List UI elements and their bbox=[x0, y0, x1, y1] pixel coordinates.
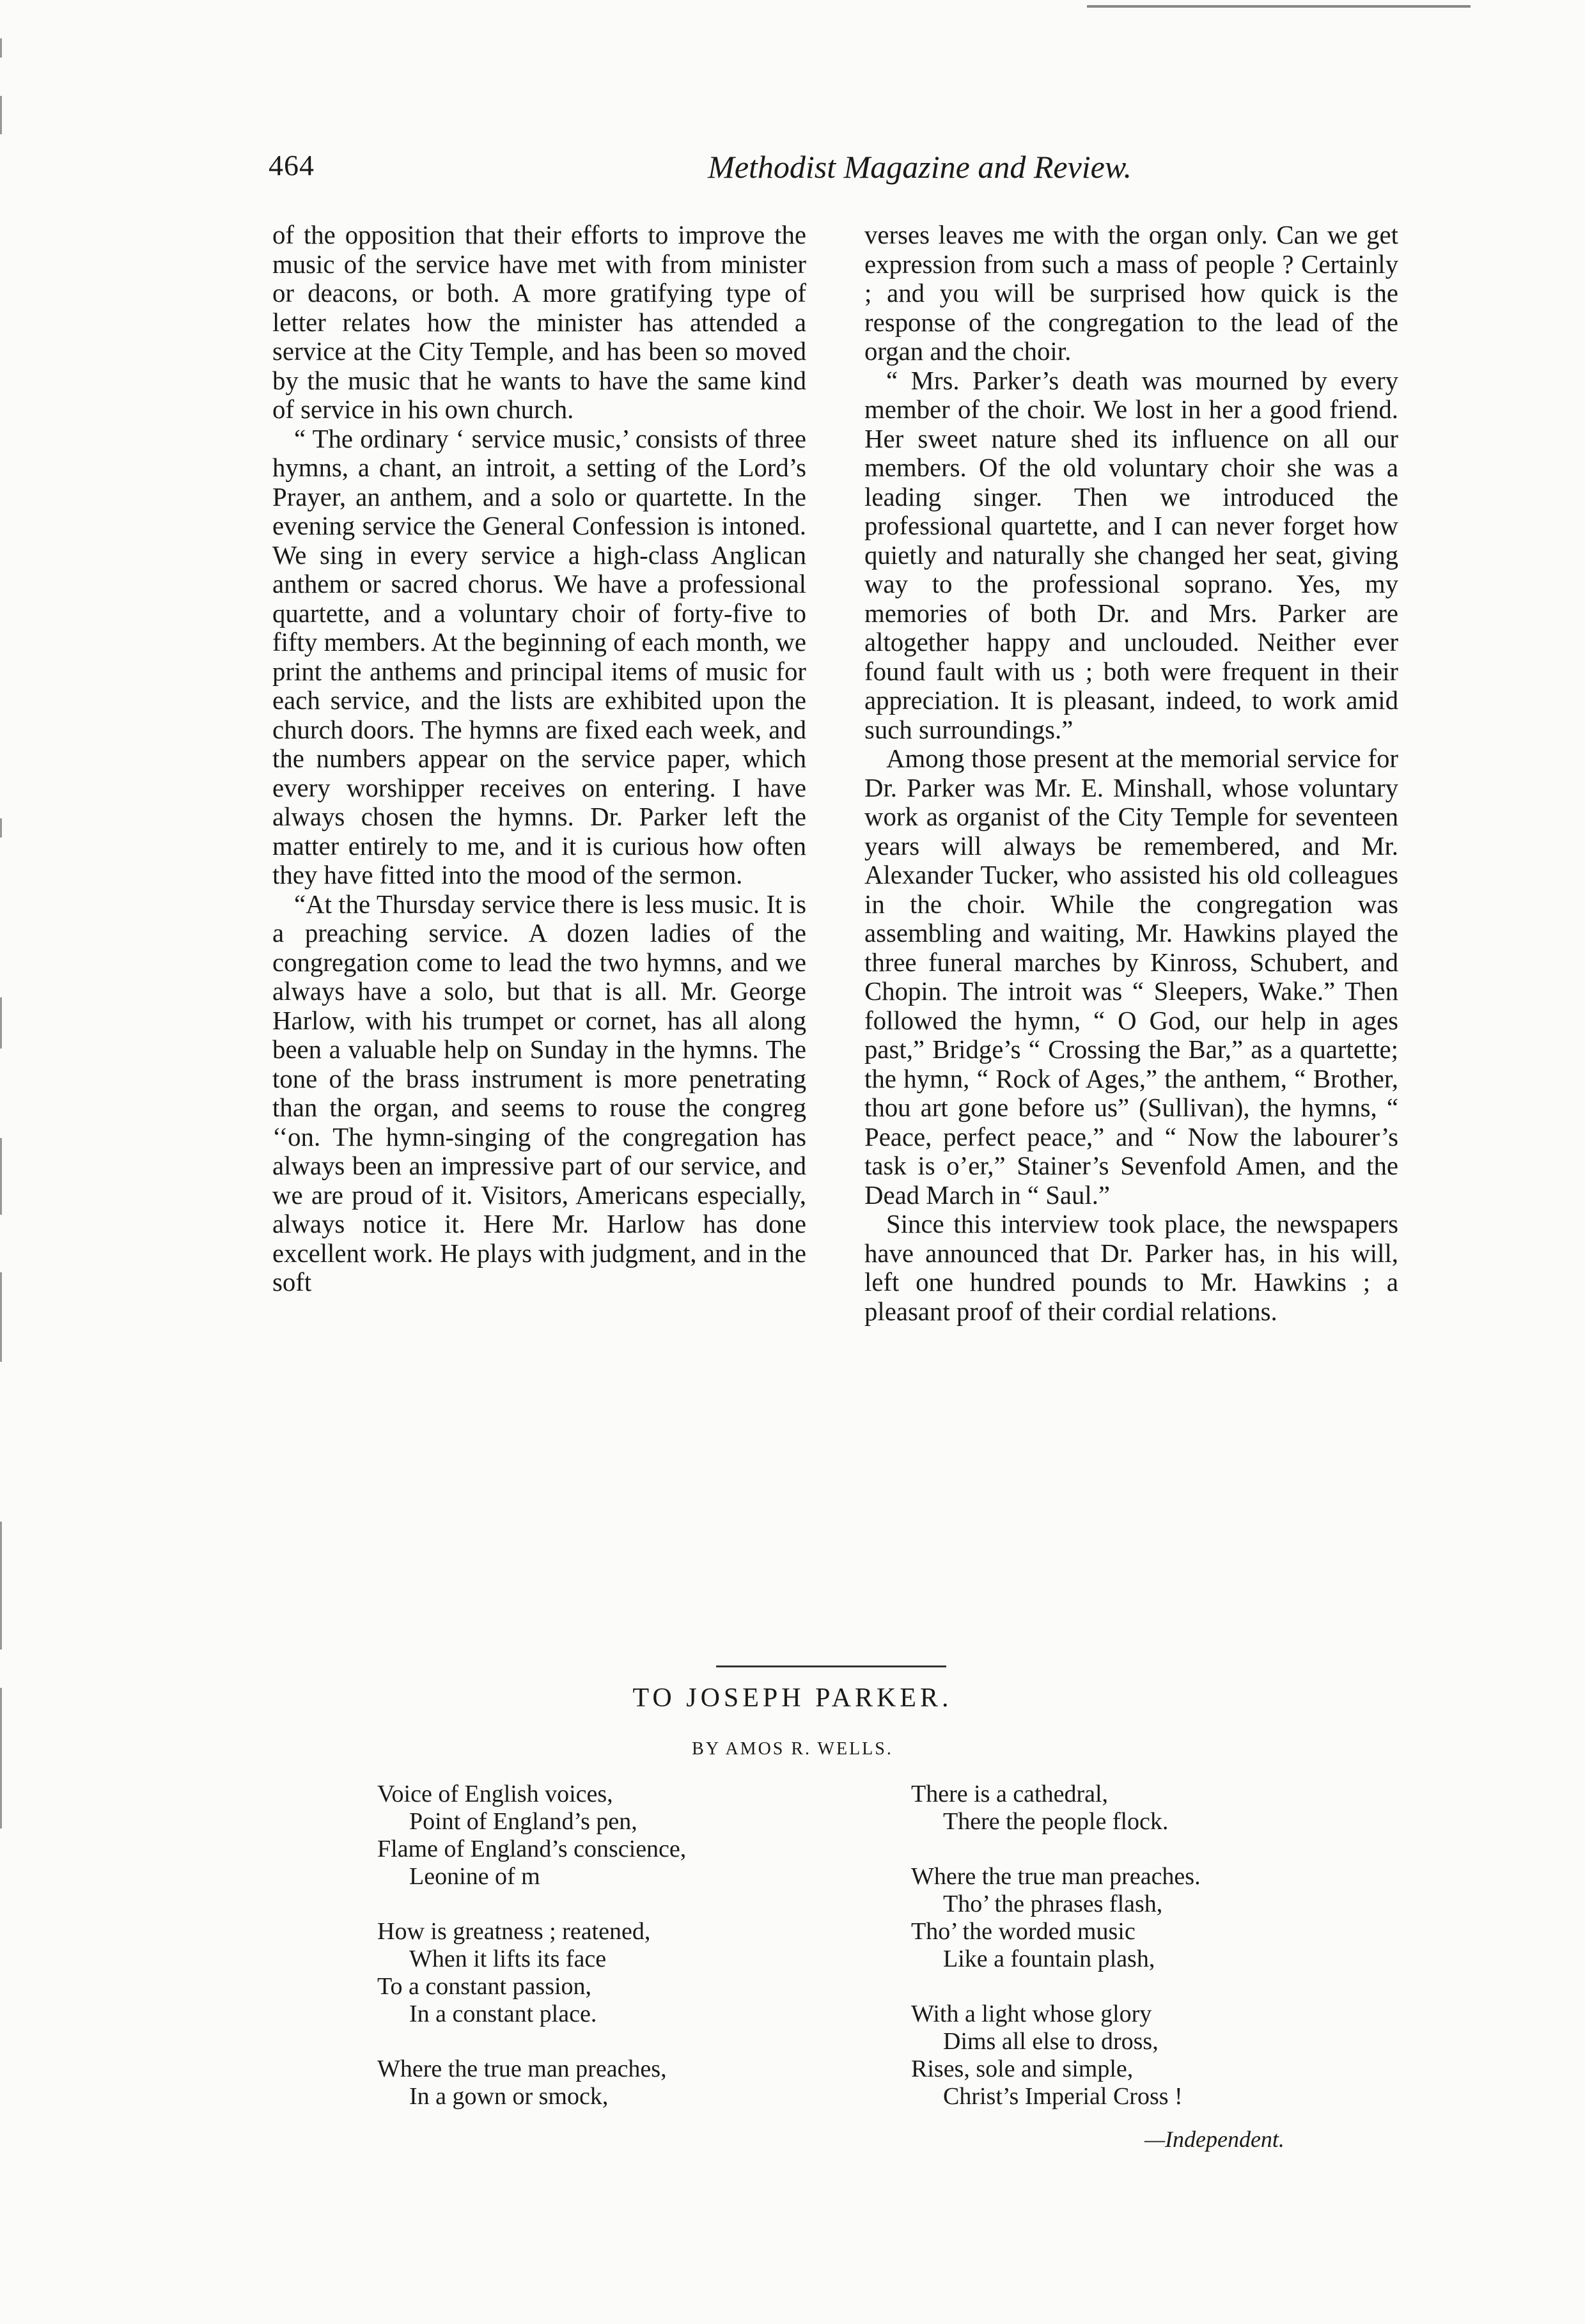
page-header bbox=[269, 148, 1132, 193]
stanza bbox=[911, 1863, 1201, 1973]
verse-line: Tho’ the worded music bbox=[911, 1918, 1136, 1945]
stanza bbox=[377, 2055, 686, 2110]
right-column bbox=[864, 221, 1398, 1326]
verse-line: How is greatness ; reatened, bbox=[377, 1918, 651, 1945]
verse-line: To a constant passion, bbox=[377, 1973, 592, 2000]
verse-line: With a light whose glory bbox=[911, 2000, 1152, 2027]
verse-line: Like a fountain plash, bbox=[943, 1946, 1155, 1972]
paragraph: verses leaves me with the organ only. Can we get expression from such a mass of people ? Certainly ; and you will be surprised how quick is the response of the congregation to the lead of the organ and the choir. bbox=[864, 221, 1398, 366]
verse-line: Dims all else to dross, bbox=[943, 2028, 1159, 2055]
verse-line: In a gown or smock, bbox=[409, 2083, 609, 2110]
section-divider bbox=[716, 1665, 946, 1667]
verse-line: Leonine of m bbox=[409, 1863, 540, 1890]
verse-line: There the people flock. bbox=[943, 1808, 1169, 1835]
paragraph: of the opposition that their efforts to improve the music of the service have met with from minister or deacons, or both. A more gratifying type of letter relates how the minister has attended a service at the City Temple, and has been so moved by the music that he wants to have the same kind of service in his own church. bbox=[272, 221, 806, 424]
page-number: 464 bbox=[269, 149, 315, 182]
paragraph: “ Mrs. Parker’s death was mourned by every member of the choir. We lost in her a good friend. Her sweet nature shed its influence on all our members. Of the old voluntary choir she was a leading singer. Then we introduced the professional quartette, and I can never forget how quietly and naturally she changed her seat, giving way to the professional soprano. Yes, my memories of both Dr. and Mrs. Parker are altogether happy and unclouded. Neither ever found fault with us ; both were frequent in their appreciation. It is pleasant, indeed, to work amid such surroundings.” bbox=[864, 366, 1398, 744]
verse-line: Flame of England’s conscience, bbox=[377, 1836, 687, 1862]
poem-byline: BY AMOS R. WELLS. bbox=[692, 1739, 893, 1759]
stanza bbox=[377, 1918, 686, 2028]
paragraph: Among those present at the memorial service for Dr. Parker was Mr. E. Minshall, whose voluntary work as organist of the City Temple for seventeen years will always be remembered, and Mr. Alexander Tucker, who assisted his old colleagues in the choir. While the congregation was assembling and waiting, Mr. Hawkins played the three funeral marches by Kinross, Schubert, and Chopin. The introit was “ Sleepers, Wake.” Then followed the hymn, “ O God, our help in ages past,” Bridge’s “ Crossing the Bar,” as a quartette; the hymn, “ Rock of Ages,” the anthem, “ Brother, thou art gone before us” (Sullivan), the hymns, “ Peace, perfect peace,” and “ Now the labourer’s task is o’er,” Stainer’s Sevenfold Amen, and the Dead March in “ Saul.” bbox=[864, 744, 1398, 1210]
verse-line: Rises, sole and simple, bbox=[911, 2055, 1134, 2082]
stanza bbox=[911, 2000, 1201, 2110]
verse-line: There is a cathedral, bbox=[911, 1781, 1109, 1807]
stanza bbox=[911, 1781, 1201, 1836]
poem-source-credit: —Independent. bbox=[1144, 2126, 1284, 2152]
paragraph: Since this interview took place, the newspapers have announced that Dr. Parker has, in his will, left one hundred pounds to Mr. Hawkins ; a pleasant proof of their cordial relations. bbox=[864, 1210, 1398, 1326]
verse-line: Voice of English voices, bbox=[377, 1781, 613, 1807]
poem-right-stanzas bbox=[911, 1781, 1201, 2138]
top-edge-rule bbox=[1087, 5, 1471, 8]
left-column bbox=[272, 221, 806, 1297]
verse-line: Where the true man preaches, bbox=[377, 2055, 667, 2082]
scan-margin-marks bbox=[0, 0, 70, 2324]
verse-line: Where the true man preaches. bbox=[911, 1863, 1201, 1890]
verse-line: In a constant place. bbox=[409, 2000, 597, 2027]
verse-line: Point of England’s pen, bbox=[409, 1808, 637, 1835]
verse-line: Tho’ the phrases flash, bbox=[943, 1891, 1163, 1917]
poem-left-stanzas bbox=[377, 1781, 686, 2138]
poem-title: TO JOSEPH PARKER. bbox=[632, 1683, 953, 1713]
verse-line: When it lifts its face bbox=[409, 1946, 607, 1972]
paragraph: “At the Thursday service there is less music. It is a preaching service. A dozen ladies of the congregation come to lead the two hymns, and we always have a solo, but that is all. Mr. George Harlow, with his trumpet or cornet, has all along been a valuable help on Sunday in the hymns. The tone of the brass instrument is more penetrating than the organ, and seems to rouse the congreg ‘‘on. The hymn-singing of the congregation has always been an impressive part of our service, and we are proud of it. Visitors, Americans especially, always notice it. Here Mr. Harlow has done excellent work. He plays with judgment, and in the soft bbox=[272, 889, 806, 1297]
verse-line: Christ’s Imperial Cross ! bbox=[943, 2083, 1183, 2110]
paragraph: “ The ordinary ‘ service music,’ consists of three hymns, a chant, an introit, a setting of the Lord’s Prayer, an anthem, and a solo or quartette. In the evening service the General Confession is intoned. We sing in every service a high-class Anglican anthem or sacred chorus. We have a professional quartette, and a voluntary choir of forty-five to fifty members. At the beginning of each month, we print the anthems and principal items of music for each service, and the lists are exhibited upon the church doors. The hymns are fixed each week, and the numbers appear on the service paper, which every worshipper receives on entering. I have always chosen the hymns. Dr. Parker left the matter entirely to me, and it is curious how often they have fitted into the mood of the sermon. bbox=[272, 424, 806, 889]
stanza bbox=[377, 1781, 686, 1891]
running-title: Methodist Magazine and Review. bbox=[708, 149, 1132, 185]
